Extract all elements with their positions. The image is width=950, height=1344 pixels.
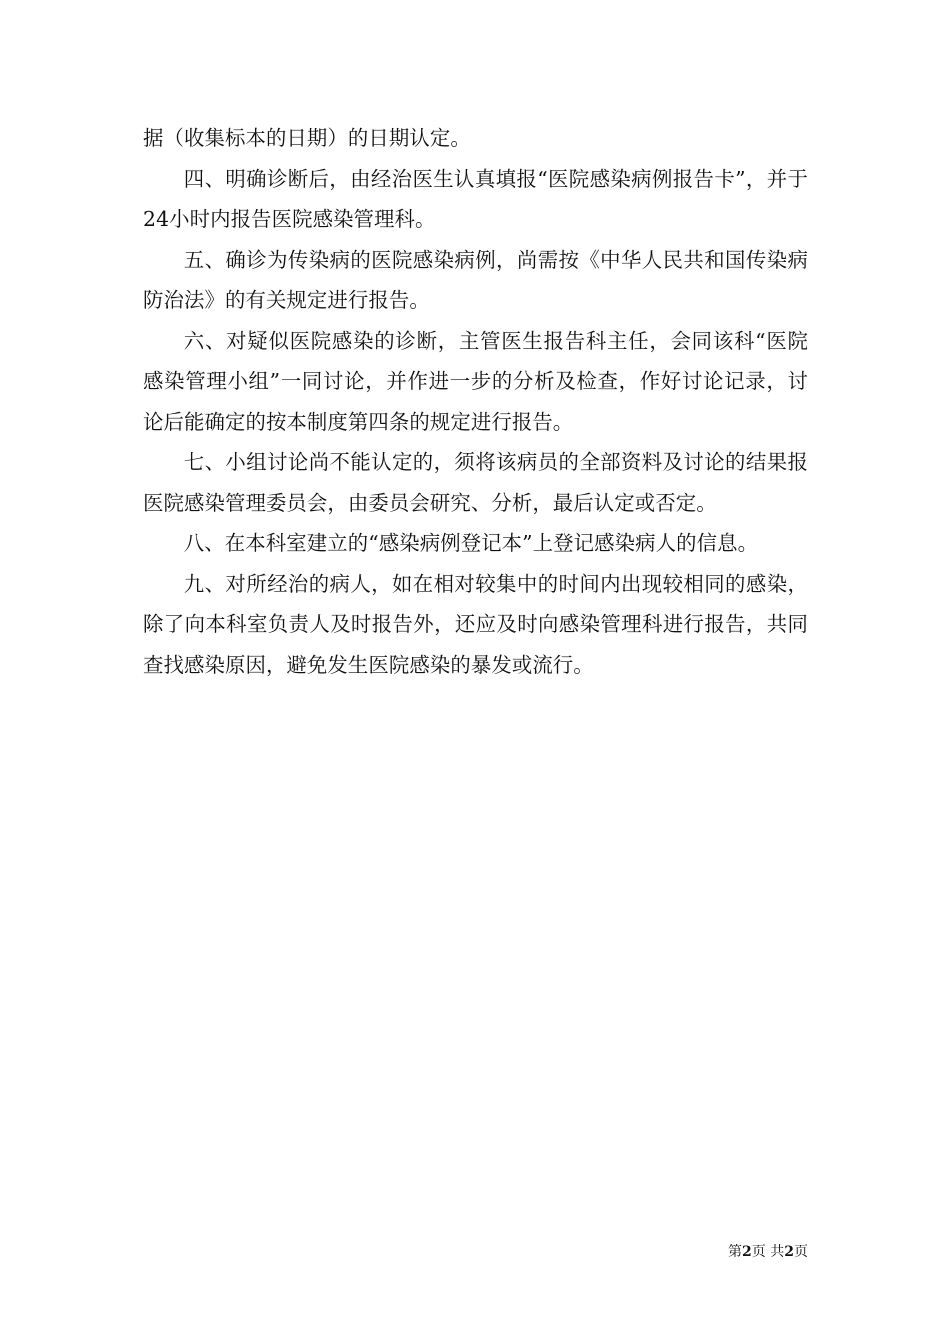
footer-prefix: 第 [728,1244,743,1260]
paragraph-article-9: 九、对所经治的病人，如在相对较集中的时间内出现较相同的感染，除了向本科室负责人及时报告外，还应及时向感染管理科进行报告，共同查找感染原因，避免发生医院感染的暴发或流行。 [143,571,808,677]
paragraph-article-8: 八、在本科室建立的“感染病例登记本”上登记感染病人的信息。 [183,531,759,555]
paragraph-article-5: 五、确诊为传染病的医院感染病例，尚需按《中华人民共和国传染病防治法》的有关规定进行报告。 [143,247,808,312]
paragraph-continuation: 据（收集标本的日期）的日期认定。 [143,126,471,150]
footer-suffix: 页 [794,1244,808,1260]
paragraph-article-4: 四、明确诊断后，由经治医生认真填报“医院感染病例报告卡”，并于24小时内报告医院感染管理科。 [143,166,808,231]
document-body [143,118,808,685]
footer-middle: 页 共 [751,1244,785,1260]
paragraph-article-6: 六、对疑似医院感染的诊断，主管医生报告科主任，会同该科“医院感染管理小组”一同讨论，并作进一步的分析及检查，作好讨论记录，讨论后能确定的按本制度第四条的规定进行报告。 [143,328,808,434]
footer-total-pages: 2 [784,1244,794,1260]
footer-current-page: 2 [742,1244,752,1260]
paragraph-article-7: 七、小组讨论尚不能认定的，须将该病员的全部资料及讨论的结果报医院感染管理委员会，由委员会研究、分析，最后认定或否定。 [143,450,808,515]
page-number-footer [700,1243,808,1261]
